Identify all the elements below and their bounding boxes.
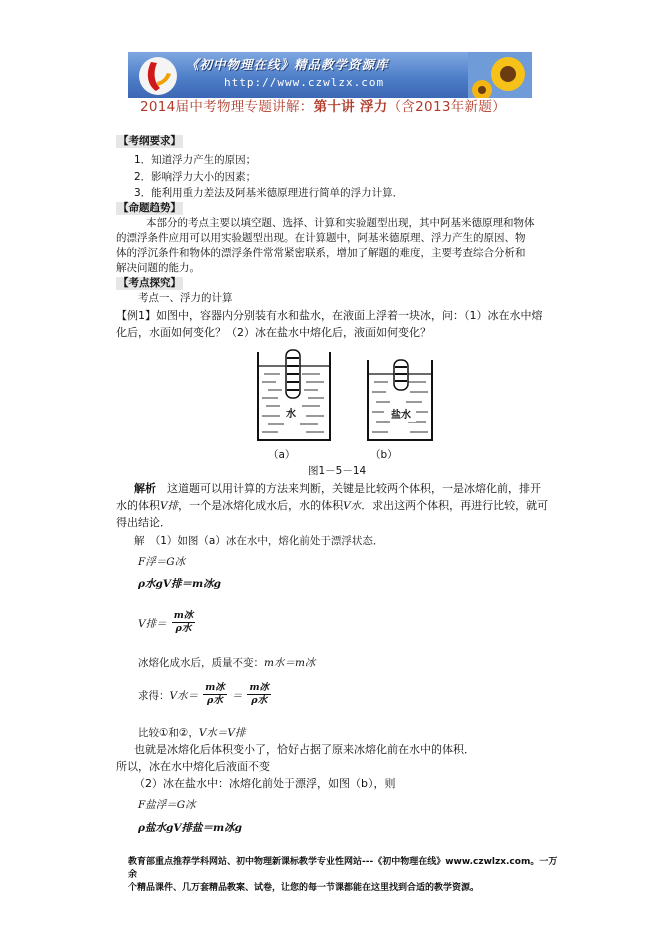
fraction-denominator: ρ水	[207, 695, 223, 706]
syllabus-item: 2．影响浮力大小的因素；	[134, 171, 257, 183]
analysis-text: 水的体积	[116, 499, 160, 512]
trend-line: 的漂浮条件应用可以用实验题型出现。在计算题中，阿基米德原理、浮力产生的原因、物	[116, 232, 526, 244]
conclusion-line: 也就是冰熔化后体积变小了，恰好占据了原来冰熔化前在水中的体积．	[134, 743, 475, 756]
trend-line: 解决问题的能力。	[116, 262, 200, 274]
caption-a: （a）	[268, 449, 296, 461]
fraction	[247, 682, 271, 707]
caption-b: （b）	[370, 449, 398, 461]
find-mid: ＝	[231, 690, 243, 702]
find-line	[138, 682, 271, 707]
fraction-denominator: ρ水	[251, 695, 268, 706]
eq-3	[138, 610, 195, 635]
fraction	[203, 682, 227, 707]
fraction-numerator: m冰	[173, 610, 194, 621]
compare-line	[138, 726, 246, 740]
melt-eq: m水＝m冰	[264, 657, 316, 669]
footer-line: 教育部重点推荐学科网站、初中物理新课标教学专业性网站---《初中物理在线》www.czwlzx.com。一万余	[128, 857, 558, 880]
eq-5: ρ盐水gV排盐＝m冰g	[138, 822, 242, 834]
trend-line: 本部分的考点主要以填空题、选择、计算和实验题型出现，其中阿基米德原理和物体	[146, 217, 535, 229]
analysis-line	[134, 482, 541, 496]
footer	[128, 856, 558, 895]
eq-4: F盐浮＝G冰	[138, 799, 196, 811]
container-brine	[368, 360, 432, 440]
eq-3-lhs: V排＝	[138, 618, 167, 630]
fraction-numerator: m冰	[205, 682, 225, 693]
exam-point: 考点一、浮力的计算	[138, 292, 233, 304]
eq-2: ρ水gV排＝m冰g	[138, 578, 221, 590]
analysis-text: 这道题可以用计算的方法来判断，关键是比较两个体积，一是冰熔化前，排开	[167, 482, 541, 495]
header-banner	[128, 52, 532, 98]
conclusion-line: 所以，冰在水中熔化后液面不变	[116, 760, 270, 773]
trend-line: 体的浮沉条件和物体的漂浮条件常常紧密联系，增加了解题的难度，主要考查综合分析和	[116, 247, 526, 259]
var-v-pai: V排	[160, 500, 179, 512]
syllabus-item: 1．知道浮力产生的原因；	[134, 154, 257, 166]
container-water	[258, 350, 330, 440]
analysis-line: 得出结论．	[116, 516, 171, 529]
site-logo-icon	[136, 54, 180, 98]
title-prefix: 2014届中考物理专题讲解：	[140, 99, 314, 115]
syllabus-item: 3．能利用重力差法及阿基米德原理进行简单的浮力计算．	[134, 187, 404, 199]
sunflower-icon	[468, 52, 532, 98]
fraction-numerator: m冰	[249, 682, 269, 693]
eq-1: F浮＝G冰	[138, 556, 186, 568]
var-v-shui: V水	[343, 500, 362, 512]
solution-intro: 解 （1）如图（a）冰在水中，熔化前处于漂浮状态．	[134, 535, 384, 547]
trend-heading: 【命题趋势】	[118, 202, 181, 214]
explore-heading: 【考点探究】	[118, 277, 181, 289]
analysis-text: ，一个是冰熔化成水后，水的体积	[178, 499, 344, 512]
figure-number: 图1－5－14	[308, 465, 367, 477]
syllabus-heading: 【考纲要求】	[118, 135, 181, 147]
fraction	[172, 610, 196, 635]
fraction-denominator: ρ水	[175, 623, 192, 634]
compare-eq: V水＝V排	[198, 727, 246, 739]
melt-text: 冰熔化成水后，质量不变：	[138, 657, 264, 669]
figure-containers	[250, 346, 450, 446]
title-bold: 第十讲 浮力	[313, 99, 388, 115]
analysis-text: ．求出这两个体积，再进行比较，就可	[361, 499, 549, 512]
example-text: 【例1】如图中，容器内分别装有水和盐水，在液面上浮着一块冰，问：（1）冰在水中熔	[116, 309, 543, 322]
footer-line: 个精品课件、几万套精品教案、试卷，让您的每一节课都能在这里找到合适的教学资源。	[128, 883, 480, 893]
page-title	[140, 95, 620, 115]
banner-site-name: 《初中物理在线》精品教学资源库	[186, 57, 389, 72]
ice-block-icon	[394, 360, 408, 390]
find-text: 求得：	[138, 690, 170, 702]
label-water: 水	[286, 409, 296, 420]
find-lhs: V水＝	[169, 690, 199, 702]
label-brine: 盐水	[391, 410, 411, 421]
analysis-line	[116, 499, 548, 513]
ice-block-icon	[286, 350, 300, 398]
example-text: 化后，水面如何变化？（2）冰在盐水中熔化后，液面如何变化？	[116, 326, 431, 339]
melt-line	[138, 656, 315, 670]
title-suffix: （含2013年新题）	[387, 99, 506, 115]
compare-text: 比较①和②，	[138, 727, 199, 739]
banner-url[interactable]: http://www.czwlzx.com	[224, 76, 385, 89]
analysis-label: 解析	[134, 482, 156, 495]
part2-intro: （2）冰在盐水中：冰熔化前处于漂浮，如图（b），则	[134, 777, 396, 790]
